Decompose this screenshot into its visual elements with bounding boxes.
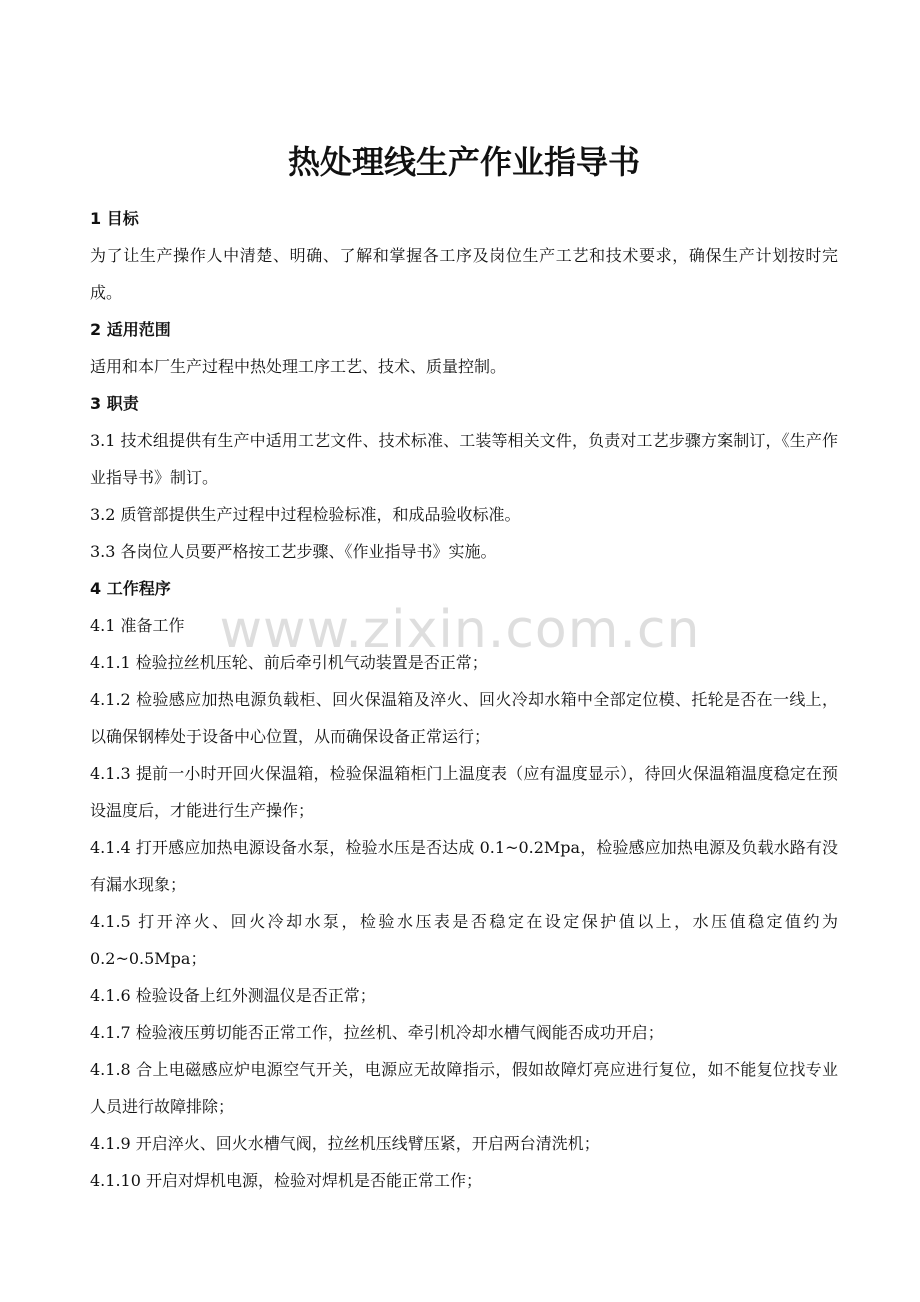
paragraph-3-2: 3.2 质管部提供生产过程中过程检验标准，和成品验收标准。: [90, 505, 521, 524]
section-heading-responsibilities: 3 职责: [90, 394, 139, 413]
section-heading-objective: 1 目标: [90, 209, 139, 228]
paragraph-4-1-9: 4.1.9 开启淬火、回火水槽气阀，拉丝机压线臂压紧，开启两台清洗机；: [90, 1134, 600, 1153]
paragraph-4-1-3: 4.1.3 提前一小时开回火保温箱，检验保温箱柜门上温度表（应有温度显示），待回火保温箱温度稳定在预设温度后，才能进行生产操作；: [90, 764, 838, 820]
paragraph-4-1: 4.1 准备工作: [90, 616, 185, 635]
paragraph-4-1-4: 4.1.4 打开感应加热电源设备水泵，检验水压是否达成 0.1~0.2Mpa，检验感应加热电源及负载水路有没有漏水现象；: [90, 838, 838, 894]
document-page: [90, 138, 838, 1199]
paragraph-4-1-2: 4.1.2 检验感应加热电源负载柜、回火保温箱及淬火、回火冷却水箱中全部定位模、托轮是否在一线上，以确保钢棒处于设备中心位置，从而确保设备正常运行；: [90, 690, 838, 746]
document-title: 热处理线生产作业指导书: [287, 143, 640, 181]
paragraph-4-1-6: 4.1.6 检验设备上红外测温仪是否正常；: [90, 986, 376, 1005]
paragraph-objective: 为了让生产操作人中清楚、明确、了解和掌握各工序及岗位生产工艺和技术要求，确保生产计划按时完成。: [90, 246, 838, 302]
paragraph-4-1-5: 4.1.5 打开淬火、回火冷却水泵，检验水压表是否稳定在设定保护值以上，水压值稳定值约为 0.2~0.5Mpa；: [90, 912, 838, 968]
paragraph-3-3: 3.3 各岗位人员要严格按工艺步骤、《作业指导书》实施。: [90, 542, 497, 561]
section-heading-scope: 2 适用范围: [90, 320, 171, 339]
paragraph-scope: 适用和本厂生产过程中热处理工序工艺、技术、质量控制。: [90, 357, 507, 376]
paragraph-4-1-1: 4.1.1 检验拉丝机压轮、前后牵引机气动装置是否正常；: [90, 653, 488, 672]
watermark: www.zixin.com.cn: [219, 600, 701, 660]
paragraph-4-1-8: 4.1.8 合上电磁感应炉电源空气开关，电源应无故障指示，假如故障灯亮应进行复位，如不能复位找专业人员进行故障排除；: [90, 1060, 838, 1116]
section-heading-procedure: 4 工作程序: [90, 579, 171, 598]
paragraph-4-1-10: 4.1.10 开启对焊机电源，检验对焊机是否能正常工作；: [90, 1171, 482, 1190]
paragraph-3-1: 3.1 技术组提供有生产中适用工艺文件、技术标准、工装等相关文件，负责对工艺步骤方案制订，《生产作业指导书》制订。: [90, 431, 838, 487]
paragraph-4-1-7: 4.1.7 检验液压剪切能否正常工作，拉丝机、牵引机冷却水槽气阀能否成功开启；: [90, 1023, 664, 1042]
